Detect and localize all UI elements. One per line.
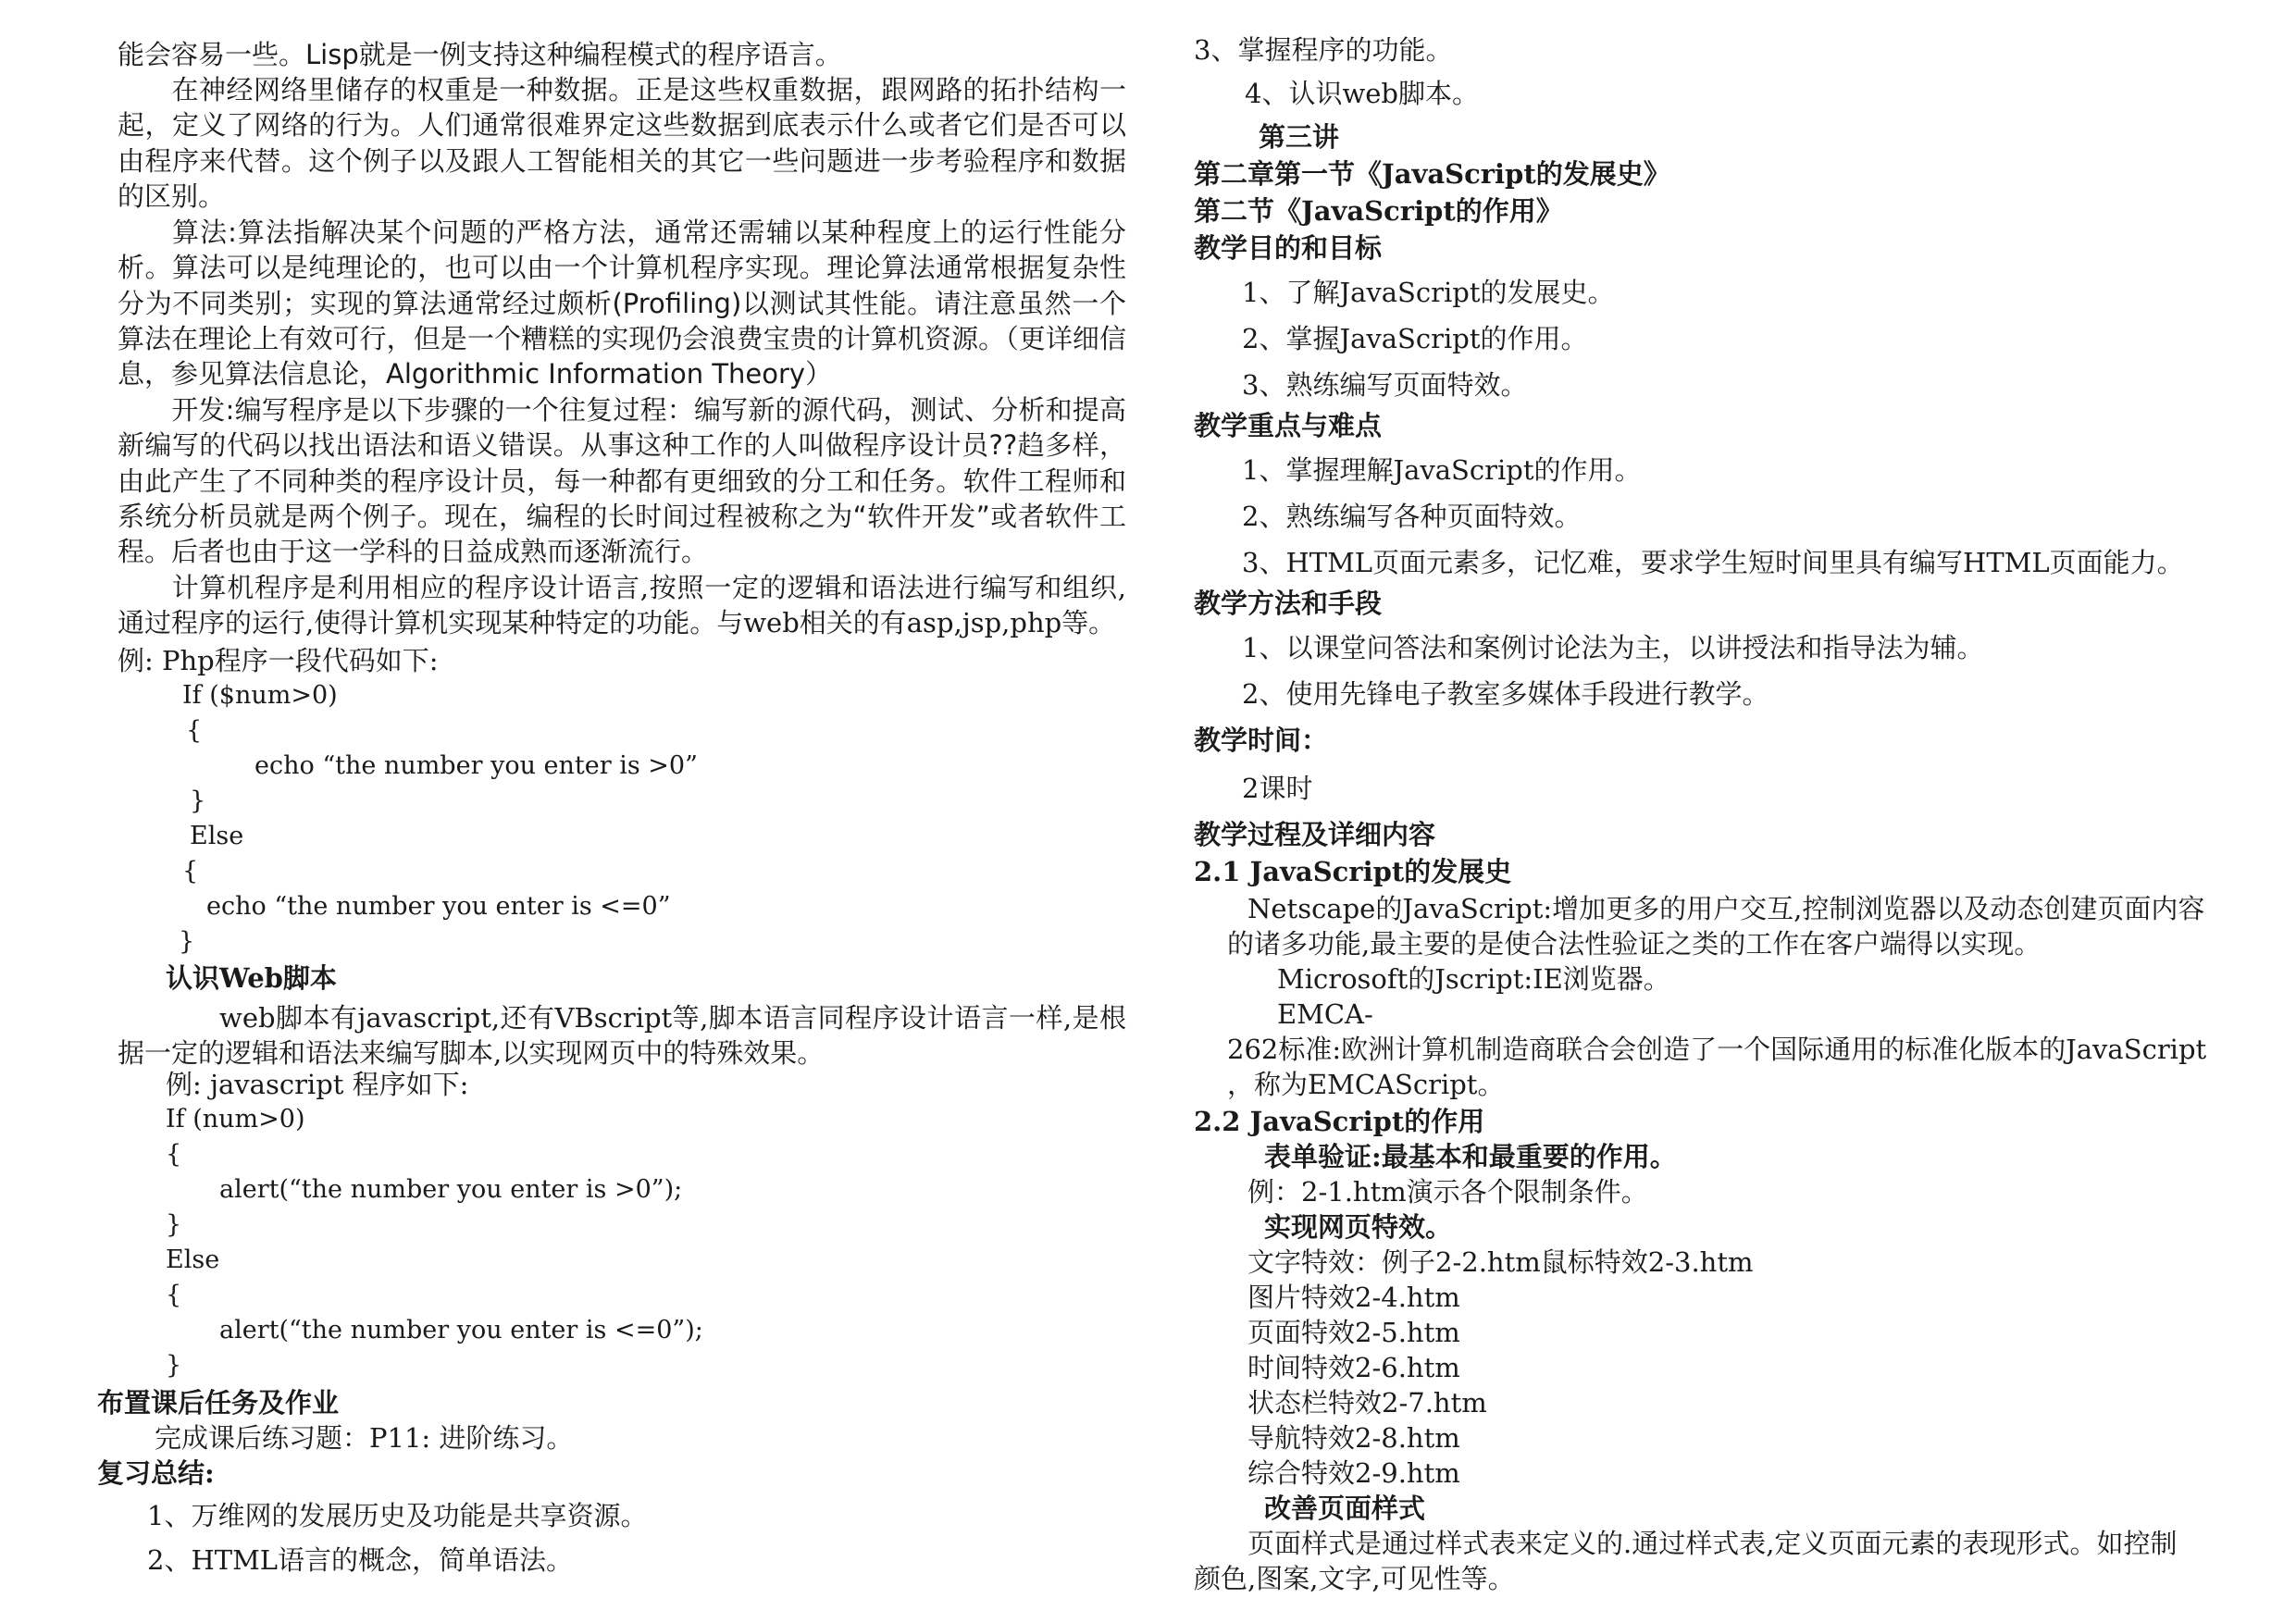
heading-process: 教学过程及详细内容 [1194, 819, 1436, 850]
code-line: { [182, 857, 199, 886]
code-line: } [190, 787, 206, 815]
paragraph-lisp: 能会容易一些。Lisp就是一例支持这种编程模式的程序语言。 [118, 39, 842, 70]
paragraph-computer-program: 计算机程序是利用相应的程序设计语言,按照一定的逻辑和语法进行编写和组织,通过程序的运行,使得计算机实现某种特定的功能。与web相关的有asp,jsp,php等。 [118, 572, 1126, 639]
effect-item: 页面特效2-5.htm [1247, 1317, 1460, 1348]
section-heading-review: 复习总结: [97, 1457, 215, 1489]
section-heading-web-script: 认识Web脚本 [166, 962, 337, 994]
js-example-intro: 例: javascript 程序如下: [166, 1069, 469, 1100]
heading-goals: 教学目的和目标 [1194, 232, 1383, 264]
section-2-1-line: EMCA- [1277, 998, 1373, 1030]
section-title: 第二节《JavaScript的作用》 [1194, 195, 1563, 227]
form-example: 例：2-1.htm演示各个限制条件。 [1247, 1176, 1648, 1208]
subheading-form-validation: 表单验证:最基本和最重要的作用。 [1264, 1141, 1677, 1172]
page-style-line: 颜色,图案,文字,可见性等。 [1194, 1563, 1515, 1594]
section-2-1-line: Microsoft的Jscript:IE浏览器。 [1277, 963, 1670, 995]
heading-key-points: 教学重点与难点 [1194, 410, 1383, 441]
effect-item: 图片特效2-4.htm [1247, 1282, 1460, 1313]
homework-text: 完成课后练习题：P11: 进阶练习。 [155, 1422, 574, 1454]
php-example-intro: 例: Php程序一段代码如下: [118, 645, 439, 676]
effect-item: 状态栏特效2-7.htm [1247, 1387, 1487, 1419]
effect-item: 综合特效2-9.htm [1247, 1457, 1460, 1489]
code-line: alert(“the number you enter is >0”); [219, 1175, 683, 1204]
review-item: 4、认识web脚本。 [1245, 78, 1479, 109]
code-line: } [179, 927, 195, 956]
section-2-1-line: 262标准:欧洲计算机制造商联合会创造了一个国际通用的标准化版本的JavaScript [1227, 1034, 2207, 1065]
paragraph-web-script: web脚本有javascript,还有VBscript等,脚本语言同程序设计语言一样,是根据一定的逻辑和语法来编写脚本,以实现网页中的特殊效果。 [118, 1002, 1126, 1070]
code-line: echo “the number you enter is <=0” [206, 892, 671, 921]
goal-item: 3、熟练编写页面特效。 [1242, 369, 1528, 401]
code-line: Else [166, 1245, 220, 1274]
paragraph-development: 开发:编写程序是以下步骤的一个往复过程：编写新的源代码，测试、分析和提高新编写的代码以找出语法和语义错误。从事这种工作的人叫做程序设计员??趋多样，由此产生了不同种类的程序设计员，每一种都有更细致的分工和任务。软件工程师和系统分析员就是两个例子。现在，编程的长时间过程被称之为“软件开发”或者软件工程。后者也由于这一学科的日益成熟而逐渐流行。 [118, 394, 1126, 568]
code-line: { [166, 1140, 182, 1169]
review-item: 1、万维网的发展历史及功能是共享资源。 [147, 1500, 648, 1531]
effect-item: 文字特效：例子2-2.htm鼠标特效2-3.htm [1247, 1246, 1754, 1278]
subheading-effects: 实现网页特效。 [1264, 1211, 1453, 1243]
code-line: { [186, 716, 203, 745]
chapter-title: 第二章第一节《JavaScript的发展史》 [1194, 158, 1670, 190]
key-point-item: 1、掌握理解JavaScript的作用。 [1242, 454, 1642, 486]
code-line: Else [190, 822, 244, 850]
code-line: { [166, 1281, 182, 1309]
key-point-item: 3、HTML页面元素多，记忆难，要求学生短时间里具有编写HTML页面能力。 [1242, 547, 2184, 578]
paragraph-algorithm: 算法:算法指解决某个问题的严格方法，通常还需辅以某种程度上的运行性能分析。算法可以是纯理论的，也可以由一个计算机程序实现。理论算法通常根据复杂性分为不同类别；实现的算法通常经过颇析(Profiling)以测试其性能。请注意虽然一个算法在理论上有效可行，但是一个糟糕的实现仍会浪费宝贵的计算机资源。（更详细信息，参见算法信息论，Algorithmic Information Theory） [118, 217, 1126, 390]
code-line: } [166, 1210, 182, 1239]
time-value: 2课时 [1242, 773, 1313, 804]
paragraph-neural-network: 在神经网络里储存的权重是一种数据。正是这些权重数据，跟网路的拓扑结构一起，定义了网络的行为。人们通常很难界定这些数据到底表示什么或者它们是否可以由程序来代替。这个例子以及跟人工智能相关的其它一些问题进一步考验程序和数据的区别。 [118, 74, 1126, 212]
review-item: 3、掌握程序的功能。 [1194, 34, 1453, 66]
heading-time: 教学时间： [1194, 725, 1329, 756]
method-item: 2、使用先锋电子教室多媒体手段进行教学。 [1242, 678, 1769, 710]
effect-item: 时间特效2-6.htm [1247, 1352, 1460, 1383]
code-line: } [166, 1351, 182, 1380]
section-2-1-line: ，称为EMCAScript。 [1227, 1069, 1505, 1100]
section-2-1-line: Netscape的JavaScript:增加更多的用户交互,控制浏览器以及动态创建页面内容 [1247, 893, 2205, 924]
code-line: alert(“the number you enter is <=0”); [219, 1316, 703, 1344]
key-point-item: 2、熟练编写各种页面特效。 [1242, 501, 1582, 532]
code-line: echo “the number you enter is >0” [254, 751, 698, 780]
heading-section-2-2: 2.2 JavaScript的作用 [1194, 1106, 1485, 1137]
page-style-line: 页面样式是通过样式表来定义的.通过样式表,定义页面元素的表现形式。如控制 [1247, 1528, 2178, 1559]
method-item: 1、以课堂问答法和案例讨论法为主，以讲授法和指导法为辅。 [1242, 632, 1984, 663]
goal-item: 1、了解JavaScript的发展史。 [1242, 277, 1615, 308]
subheading-page-style: 改善页面样式 [1264, 1493, 1426, 1524]
code-line: If ($num>0) [182, 681, 338, 710]
heading-methods: 教学方法和手段 [1194, 588, 1383, 619]
section-heading-homework: 布置课后任务及作业 [97, 1387, 340, 1419]
section-2-1-line: 的诸多功能,最主要的是使合法性验证之类的工作在客户端得以实现。 [1227, 928, 2042, 960]
heading-section-2-1: 2.1 JavaScript的发展史 [1194, 856, 1512, 887]
goal-item: 2、掌握JavaScript的作用。 [1242, 323, 1588, 354]
review-item: 2、HTML语言的概念，简单语法。 [147, 1544, 574, 1576]
code-line: If (num>0) [166, 1105, 305, 1134]
lecture-number: 第三讲 [1259, 121, 1340, 153]
effect-item: 导航特效2-8.htm [1247, 1422, 1460, 1454]
